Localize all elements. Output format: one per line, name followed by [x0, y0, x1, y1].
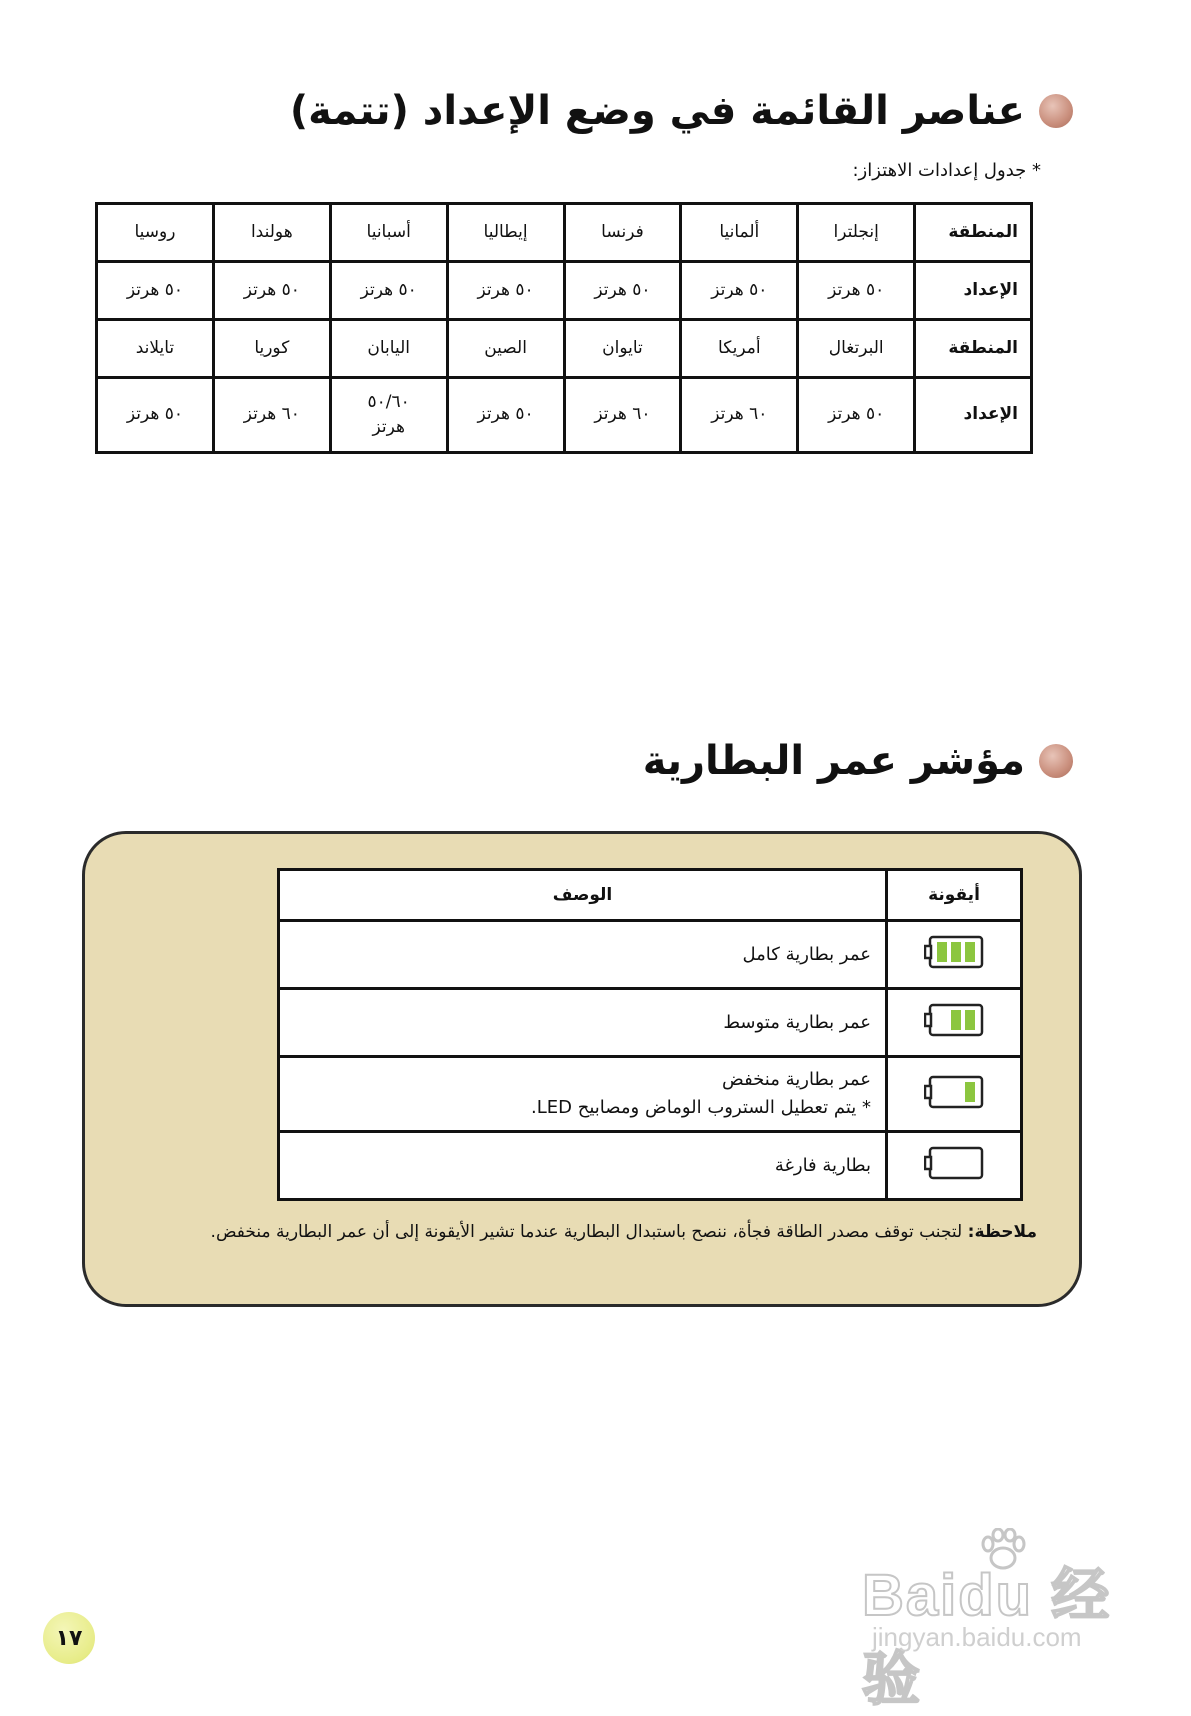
table-cell: ٥٠ هرتز	[681, 262, 798, 320]
row-header: الإعداد	[915, 378, 1032, 453]
table-row	[97, 204, 1032, 262]
battery-note-paragraph	[211, 1222, 1037, 1242]
vibration-table-caption: * جدول إعدادات الاهتزاز:	[852, 160, 1041, 181]
table-cell: ٦٠ هرتز	[681, 378, 798, 453]
table-cell: ٥٠ هرتز	[564, 262, 681, 320]
row-header: الإعداد	[915, 262, 1032, 320]
battery-description: عمر بطارية متوسط	[723, 1011, 871, 1033]
bullet-icon	[1039, 94, 1073, 128]
icon-column-header: أيقونة	[887, 870, 1022, 921]
description-cell	[279, 989, 887, 1057]
table-row	[279, 1132, 1022, 1200]
table-cell: إنجلترا	[798, 204, 915, 262]
table-cell: ٥٠/٦٠ هرتز	[330, 378, 447, 453]
vibration-settings-table	[95, 202, 1033, 454]
table-cell: ٦٠ هرتز	[564, 378, 681, 453]
table-row	[279, 1057, 1022, 1132]
description-cell	[279, 1057, 887, 1132]
battery-empty-icon	[924, 1146, 984, 1180]
table-cell: ٥٠ هرتز	[798, 262, 915, 320]
table-cell: إيطاليا	[447, 204, 564, 262]
icon-cell	[887, 1132, 1022, 1200]
icon-cell	[887, 989, 1022, 1057]
section-heading-battery	[643, 738, 1073, 784]
battery-description: عمر بطارية كامل	[742, 943, 871, 965]
battery-description: عمر بطارية منخفض	[722, 1069, 871, 1091]
icon-cell	[887, 921, 1022, 989]
watermark	[862, 1528, 1142, 1712]
battery-note: * يتم تعطيل الستروب الوماض ومصابيح LED.	[531, 1097, 871, 1118]
icon-cell	[887, 1057, 1022, 1132]
page-number: ١٧	[43, 1612, 95, 1664]
battery-description: بطارية فارغة	[774, 1154, 871, 1176]
table-row	[97, 262, 1032, 320]
table-cell: ٦٠ هرتز	[213, 378, 330, 453]
battery-full-icon	[924, 935, 984, 969]
battery-medium-icon	[924, 1003, 984, 1037]
note-label: ملاحظة:	[967, 1222, 1037, 1242]
table-cell: ٥٠ هرتز	[97, 378, 214, 453]
table-cell: ٥٠ هرتز	[798, 378, 915, 453]
table-cell: اليابان	[330, 320, 447, 378]
table-cell: ٥٠ هرتز	[97, 262, 214, 320]
section-heading-menu-items	[290, 88, 1073, 134]
table-cell: الصين	[447, 320, 564, 378]
table-cell: أمريكا	[681, 320, 798, 378]
watermark-brand: Baidu 经验	[862, 1563, 1112, 1712]
table-row	[97, 378, 1032, 453]
table-row	[97, 320, 1032, 378]
table-header-row	[279, 870, 1022, 921]
table-cell: تايلاند	[97, 320, 214, 378]
table-row	[279, 989, 1022, 1057]
table-cell: هولندا	[213, 204, 330, 262]
table-cell: ٥٠ هرتز	[330, 262, 447, 320]
table-cell: البرتغال	[798, 320, 915, 378]
note-text: لتجنب توقف مصدر الطاقة فجأة، ننصح باستبدال البطارية عندما تشير الأيقونة إلى أن عمر البطارية منخفض.	[210, 1222, 963, 1242]
row-header: المنطقة	[915, 204, 1032, 262]
battery-indicator-table	[277, 868, 1023, 1201]
table-cell: ألمانيا	[681, 204, 798, 262]
table-cell: فرنسا	[564, 204, 681, 262]
battery-low-icon	[924, 1075, 984, 1109]
table-cell: ٥٠ هرتز	[447, 378, 564, 453]
description-column-header: الوصف	[279, 870, 887, 921]
watermark-url: jingyan.baidu.com	[872, 1622, 1082, 1652]
table-cell: تايوان	[564, 320, 681, 378]
table-cell: أسبانيا	[330, 204, 447, 262]
table-cell: ٥٠ هرتز	[213, 262, 330, 320]
bullet-icon	[1039, 744, 1073, 778]
row-header: المنطقة	[915, 320, 1032, 378]
section-title: مؤشر عمر البطارية	[642, 738, 1025, 784]
table-cell: ٥٠ هرتز	[447, 262, 564, 320]
table-cell: كوريا	[213, 320, 330, 378]
section-title: عناصر القائمة في وضع الإعداد (تتمة)	[289, 88, 1025, 134]
description-cell	[279, 921, 887, 989]
table-row	[279, 921, 1022, 989]
table-cell: روسيا	[97, 204, 214, 262]
description-cell	[279, 1132, 887, 1200]
